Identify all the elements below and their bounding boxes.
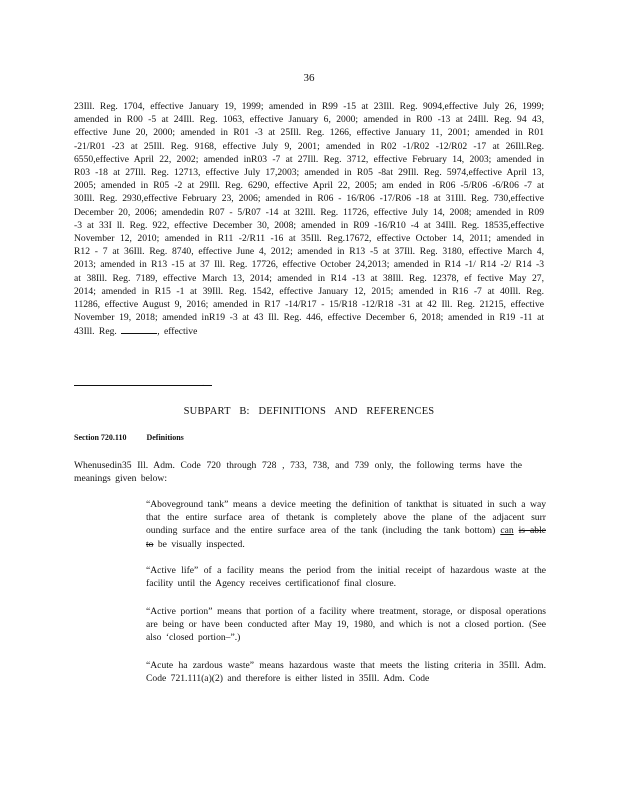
definition-active-life: “Active life” of a facility means the period from the initial receipt of hazardous waste at the facility until the Agency receives certificationof final closure. [146, 565, 546, 590]
blank-fill-line [121, 324, 157, 334]
page-number: 36 [303, 72, 315, 84]
definition-text: “Aboveground tank” means a device meeting the definition of tankthat is situated in such a way that the entire surface area of thetank is completely above the plane of the adjacent surr ounding surface and the entire surface area of the tank (including the tank bottom) [146, 499, 546, 537]
source-history-paragraph: 23Ill. Reg. 1704, effective January 19, 1999; amended in R99 -15 at 23Ill. Reg. 9094,effective July 26, 1999; amended in R00 -5 at 24Ill. Reg. 1063, effective January 6, 2000; amended in R00 -13 at 24Ill. Reg. 94 43, effective June 20, 2000; amended in R01 -3 at 25Ill. Reg. 1266, effective January 11, 2001; amended in R01 -21/R01 -23 at 25Ill. Reg. 9168, effective July 9, 2001; amended in R02 -1/R02 -12/R02 -17 at 26Ill.Reg. 6550,effective April 22, 2002; amended inR03 -7 at 27Ill. Reg. 3712, effective February 14, 2003; amended in R03 -18 at 27Ill. Reg. 12713, effective July 17,2003; amended in R05 -8at 29Ill. Reg. 5974,effective April 13, 2005; amended in R05 -2 at 29Ill. Reg. 6290, effective April 22, 2005; am ended in R06 -5/R06 -6/R06 -7 at 30Ill. Reg. 2930,effective February 23, 2006; amended in R06 - 16/R06 -17/R06 -18 at 31Ill. Reg. 730,effective December 20, 2006; amendedin R07 - 5/R07 -14 at 32Ill. Reg. 11726, effective July 14, 2008; amended in R09 -3 at 33I ll. Reg. 922, effective December 30, 2008; amended in R09 -16/R10 -4 at 34Ill. Reg. 18535,effective November 12, 2010; amended in R11 -2/R11 -16 at 35Ill. Reg.17672, effective October 14, 2011; amended in R12 - 7 at 36Ill. Reg. 8740, effective June 4, 2012; amended in R13 -5 at 37Ill. Reg. 3180, effective March 4, 2013; amended in R13 -15 at 37 Ill. Reg. 17726, effective October 24,2013; amended in R14 -1/ R14 -2/ R14 -3 at 38Ill. Reg. 7189, effective March 13, 2014; amended in R14 -13 at 38Ill. Reg. 12378, ef fective May 27, 2014; amended in R15 -1 at 39Ill. Reg. 1542, effective January 12, 2015; amended in R16 -7 at 40Ill. Reg. 11286, effective August 9, 2016; amended in R17 -14/R17 - 15/R18 -12/R18 -31 at 42 Ill. Reg. 21215, effective November 19, 2018; amended inR19 -3 at 43 Ill. Reg. 446, effective December 6, 2018; amended in R19 -11 at 43Ill. Reg. , effective [74, 101, 544, 338]
section-title: Definitions [146, 433, 184, 442]
intro-paragraph: Whenusedin35 Ill. Adm. Code 720 through 728 , 733, 738, and 739 only, the following terms have the meanings given below: [74, 460, 522, 485]
history-underline [74, 385, 212, 386]
history-end-dot: . [202, 378, 205, 388]
history-text: 23Ill. Reg. 1704, effective January 19, 1999; amended in R99 -15 at 23Ill. Reg. 9094,effective July 26, 1999; amended in R00 -5 at 24Ill. Reg. 1063, effective January 6, 2000; amended in R00 -13 at 24Ill. Reg. 94 43, effective June 20, 2000; amended in R01 -3 at 25Ill. Reg. 1266, effective January 11, 2001; amended in R01 -21/R01 -23 at 25Ill. Reg. 9168, effective July 9, 2001; amended in R02 -1/R02 -12/R02 -17 at 26Ill.Reg. 6550,effective April 22, 2002; amended inR03 -7 at 27Ill. Reg. 3712, effective February 14, 2003; amended in R03 -18 at 27Ill. Reg. 12713, effective July 17,2003; amended in R05 -8at 29Ill. Reg. 5974,effective April 13, 2005; amended in R05 -2 at 29Ill. Reg. 6290, effective April 22, 2005; am ended in R06 -5/R06 -6/R06 -7 at 30Ill. Reg. 2930,effective February 23, 2006; amended in R06 - 16/R06 -17/R06 -18 at 31Ill. Reg. 730,effective December 20, 2006; amendedin R07 - 5/R07 -14 at 32Ill. Reg. 11726, effective July 14, 2008; amended in R09 -3 at 33I ll. Reg. 922, effective December 30, 2008; amended in R09 -16/R10 -4 at 34Ill. Reg. 18535,effective November 12, 2010; amended in R11 -2/R11 -16 at 35Ill. Reg.17672, effective October 14, 2011; amended in R12 - 7 at 36Ill. Reg. 8740, effective June 4, 2012; amended in R13 -5 at 37Ill. Reg. 3180, effective March 4, 2013; amended in R13 -15 at 37 Ill. Reg. 17726, effective October 24,2013; amended in R14 -1/ R14 -2/ R14 -3 at 38Ill. Reg. 7189, effective March 13, 2014; amended in R14 -13 at 38Ill. Reg. 12378, ef fective May 27, 2014; amended in R15 -1 at 39Ill. Reg. 1542, effective January 12, 2015; amended in R16 -7 at 40Ill. Reg. 11286, effective August 9, 2016; amended in R17 -14/R17 - 15/R18 -12/R18 -31 at 42 Ill. Reg. 21215, effective November 19, 2018; amended inR19 -3 at 43 Ill. Reg. 446, effective December 6, 2018; amended in R19 -11 at 43Ill. Reg. [74, 101, 544, 338]
section-number: Section 720.110 [74, 433, 127, 442]
subpart-heading: SUBPART B: DEFINITIONS AND REFERENCES [183, 406, 435, 417]
inserted-text: can [500, 525, 514, 537]
definition-aboveground-tank [146, 498, 546, 551]
definition-active-portion: “Active portion” means that portion of a facility where treatment, storage, or disposal operations are being or have been conducted after May 19, 1980, and which is not a closed portion. (See also ‘closed portion–”.) [146, 606, 546, 644]
section-heading [74, 433, 202, 442]
deleted-text: is able to [146, 525, 547, 550]
definition-rest: be visually inspected. [157, 538, 245, 550]
definition-acute-hazardous-waste: “Acute ha zardous waste” means hazardous waste that meets the listing criteria in 35Ill. Adm. Code 721.111(a)(2) and therefore is either listed in 35Ill. Adm. Code [146, 660, 546, 685]
history-tail: effective [163, 326, 198, 338]
